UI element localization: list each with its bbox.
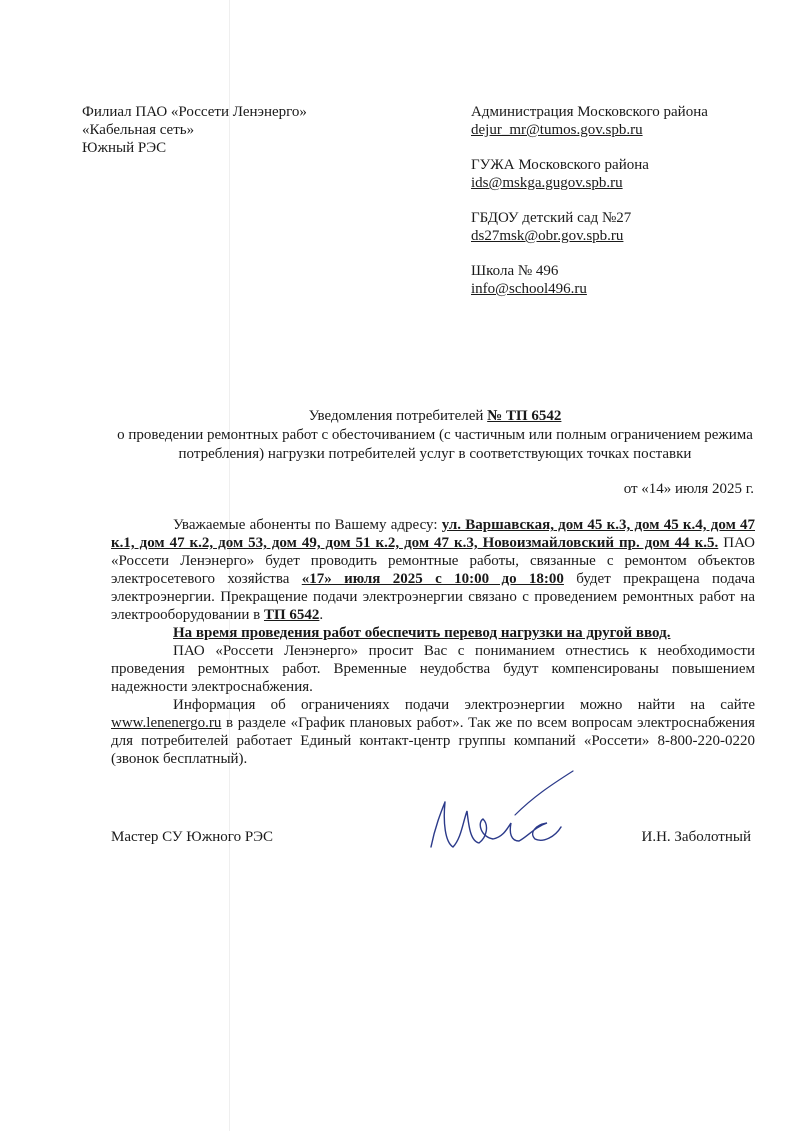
recipient-name: ГУЖА Московского района bbox=[471, 157, 649, 173]
signatory-role: Мастер СУ Южного РЭС bbox=[111, 829, 274, 845]
p1-address: ул. Варшавская, дом 45 к.3, дом 45 к.4, дом 47 к.1, дом 47 к.2, дом 53, дом 49, дом 51 к.2, дом 47 к.3, Новоизмайловский пр. дом 44 к.5. bbox=[111, 517, 755, 551]
recipient-item bbox=[471, 103, 708, 139]
p1-outage-time: «17» июля 2025 с 10:00 до 18:00 bbox=[301, 571, 564, 587]
notice-date: от «14» июля 2025 г. bbox=[623, 481, 754, 497]
p1-substation: ТП 6542 bbox=[263, 607, 320, 623]
p4-lead: Информация об ограничениях подачи электроэнергии можно найти на сайте bbox=[173, 697, 755, 713]
p2-instruction: На время проведения работ обеспечить перевод нагрузки на другой ввод. bbox=[173, 625, 671, 641]
recipient-item bbox=[471, 262, 708, 298]
recipient-item bbox=[471, 209, 708, 245]
sender-block bbox=[82, 103, 307, 157]
p1-end: . bbox=[319, 607, 324, 623]
recipient-name: ГБДОУ детский сад №27 bbox=[471, 210, 632, 226]
p1-tail: будет прекращена подача электроэнергии. Прекращение подачи электроэнергии связано с проведением ремонтных работ на электрооборудовании в bbox=[111, 571, 755, 623]
body-paragraph-4 bbox=[111, 696, 755, 768]
handwritten-signature bbox=[423, 767, 583, 862]
body-paragraph-1 bbox=[111, 516, 755, 624]
sender-line-1: Филиал ПАО «Россети Ленэнерго» bbox=[82, 104, 307, 120]
p1-mid: ПАО «Россети Ленэнерго» будет проводить ремонтные работы, связанные с ремонтом объектов электросетевого хозяйства bbox=[111, 535, 755, 587]
p4-tail: в разделе «График плановых работ». Так же по всем вопросам электроснабжения для потребителей работает Единый контакт-центр группы компаний «Россети» 8-800-220-0220 (звонок бесплатный). bbox=[111, 715, 755, 767]
recipients-block bbox=[471, 103, 708, 315]
notice-title bbox=[110, 407, 760, 464]
notice-title-prefix: Уведомления потребителей bbox=[308, 408, 488, 424]
sender-line-2: «Кабельная сеть» bbox=[82, 122, 195, 138]
notice-subtitle: о проведении ремонтных работ с обесточиванием (с частичным или полным ограничением режима потребления) нагрузки потребителей услуг в соответствующих точках поставки bbox=[117, 427, 753, 462]
recipient-email-link[interactable]: dejur_mr@tumos.gov.spb.ru bbox=[471, 122, 643, 138]
recipient-email-link[interactable]: ids@mskga.gugov.spb.ru bbox=[471, 175, 623, 191]
recipient-email-link[interactable]: ds27msk@obr.gov.spb.ru bbox=[471, 228, 624, 244]
website-link[interactable]: www.lenenergo.ru bbox=[111, 715, 222, 731]
body-paragraph-3: ПАО «Россети Ленэнерго» просит Вас с пониманием отнестись к необходимости проведения ремонтных работ. Временные неудобства будут компенсированы повышением надежности электроснабжения. bbox=[111, 643, 755, 695]
p1-lead: Уважаемые абоненты по Вашему адресу: bbox=[173, 517, 442, 533]
notice-body bbox=[111, 516, 755, 768]
notice-number: № ТП 6542 bbox=[487, 408, 562, 424]
body-paragraph-2 bbox=[111, 624, 755, 642]
recipient-name: Администрация Московского района bbox=[471, 104, 708, 120]
recipient-email-link[interactable]: info@school496.ru bbox=[471, 281, 587, 297]
recipient-item bbox=[471, 156, 708, 192]
recipient-name: Школа № 496 bbox=[471, 263, 559, 279]
signatory-name: И.Н. Заболотный bbox=[641, 829, 751, 845]
sender-line-3: Южный РЭС bbox=[82, 140, 167, 156]
